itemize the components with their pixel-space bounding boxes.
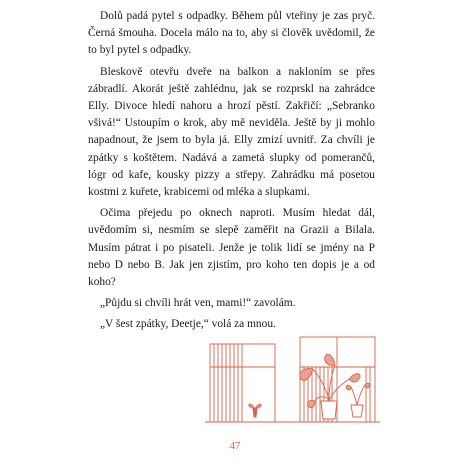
window-plants-illustration	[205, 329, 380, 429]
body-text	[88, 8, 375, 338]
paragraph: „Půjdu si chvíli hrát ven, mami!“ zavolám.	[100, 297, 296, 310]
paragraph: Bleskově otevřu dveře na balkon a nakloním se přes zábradlí. Akorát ještě zahlédnu, jak se rozprskl na zahrádce Elly. Divoce hledí nahoru a hrozí pěstí. Zakřičí: „Sebranko všivá!“ Ustoupím o krok, aby mě neviděla. Ještě by ji mohlo napadnout, že jsem to byla já. Elly zmizí uvnitř. Za chvíli je zpátky s koštětem. Nadává a zametá slupky od pomerančů, lógr od kafe, kousky pizzy a střepy. Zahrádku má posetou kostmi z kuřete, krabicemi od mléka a slupkami.	[88, 65, 375, 199]
left-window-illustration	[210, 344, 275, 422]
paragraph: Dolů padá pytel s odpadky. Během půl vteřiny je zas pryč. Černá šmouha. Docela málo na to, aby si člověk uvědomil, že to byl pytel s odpadky.	[88, 10, 375, 57]
right-window-illustration	[300, 337, 375, 422]
small-plant-illustration	[249, 404, 261, 417]
paragraph: „V šest zpátky, Deetje,“ volá za mnou.	[100, 318, 276, 331]
paragraph: Očima přejedu po oknech naproti. Musím hledat dál, uvědomím si, nesmím se slepě zaměřit na Grazii a Bilala. Musím pátrat i po pisateli. Jenže je tolik lidí se jmény na P nebo D nebo B. Jak jen zjistím, pro koho ten dopis je a od koho?	[88, 207, 375, 289]
page-number: 47	[229, 440, 241, 452]
